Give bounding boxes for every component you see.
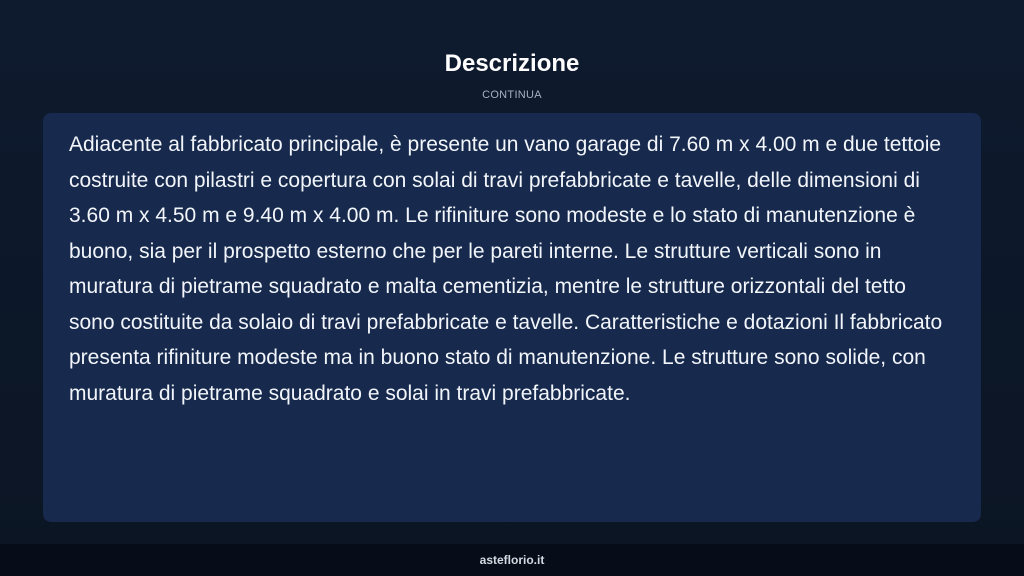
page-subtitle: CONTINUA <box>482 89 542 101</box>
footer-site-label: asteflorio.it <box>479 553 545 567</box>
footer <box>0 544 1024 576</box>
header <box>0 48 1024 102</box>
page-title: Descrizione <box>444 50 580 77</box>
description-text: Adiacente al fabbricato principale, è presente un vano garage di 7.60 m x 4.00 m e due tettoie costruite con pilastri e copertura con solai di travi prefabbricate e tavelle, delle dimensioni di 3.60 m x 4.50 m e 9.40 m x 4.00 m. Le rifiniture sono modeste e lo stato di manutenzione è buono, sia per il prospetto esterno che per le pareti interne. Le strutture verticali sono in muratura di pietrame squadrato e malta cementizia, mentre le strutture orizzontali del tetto sono costituite da solaio di travi prefabbricate e tavelle. Caratteristiche e dotazioni Il fabbricato presenta rifiniture modeste ma in buono stato di manutenzione. Le strutture sono solide, con muratura di pietrame squadrato e solai in travi prefabbricate. <box>69 133 943 405</box>
description-card <box>43 113 981 522</box>
